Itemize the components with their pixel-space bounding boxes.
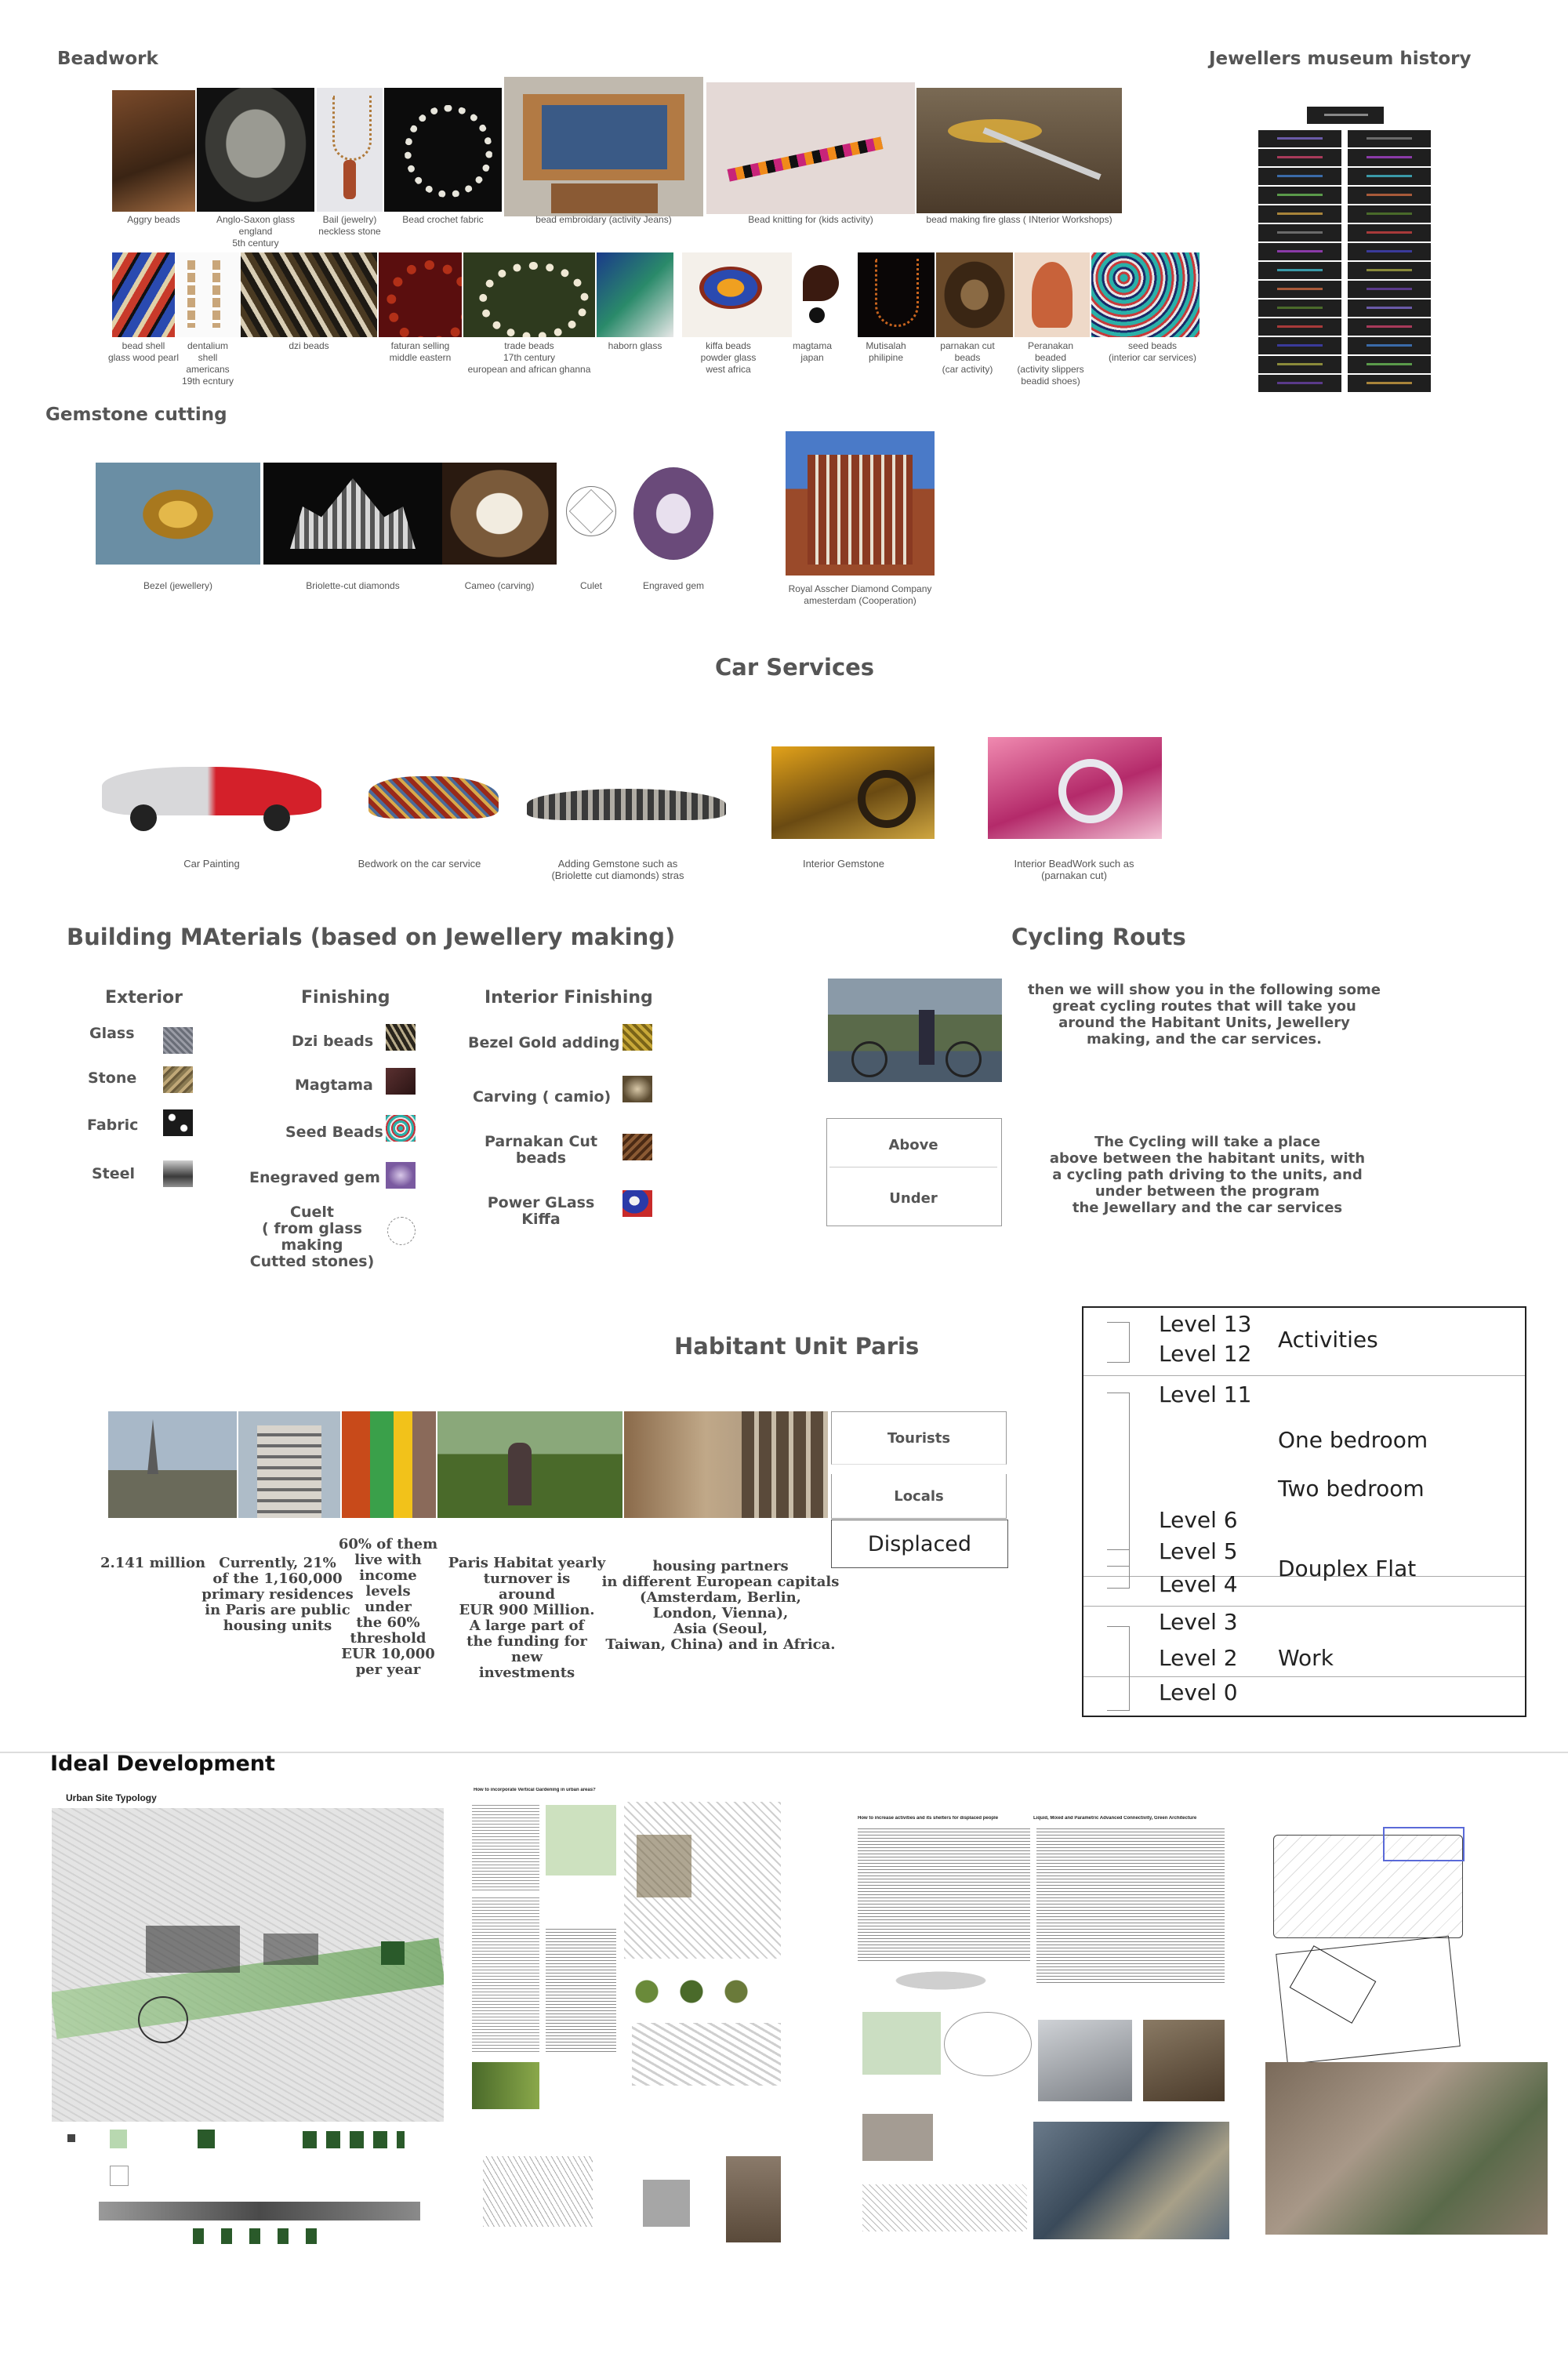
material-label: Bezel Gold adding xyxy=(468,1034,620,1051)
history-cell xyxy=(1348,224,1431,241)
caption: dzi beads xyxy=(289,340,329,351)
peranakan-shoes-photo xyxy=(1014,252,1090,337)
caption: Bead knitting for (kids activity) xyxy=(748,214,873,225)
history-cell xyxy=(1258,168,1341,185)
street-buildings-photo xyxy=(624,1411,828,1518)
level-use: One bedroom xyxy=(1278,1427,1428,1453)
asscher-building-photo xyxy=(786,431,935,576)
interior-gemstone-photo xyxy=(771,746,935,839)
displaced-shelters-sheet xyxy=(853,1816,1231,2242)
bracket xyxy=(1107,1393,1130,1567)
aggry-beads-photo xyxy=(112,90,195,212)
material-label: Dzi beads xyxy=(292,1033,374,1050)
beaded-car-photo xyxy=(362,753,505,839)
level-label: Level 2 xyxy=(1159,1645,1238,1671)
history-row xyxy=(1258,130,1431,147)
caption: dentalium shell americans 19th ecntury xyxy=(181,340,234,387)
caption: seed beads (interior car services) xyxy=(1108,340,1197,363)
cycling-description: The Cycling will take a place above between the habitant units, with a cycling path driving to the units, and under between the program the Jewellary and the car services xyxy=(1049,1134,1366,1216)
tab-locals[interactable]: Locals xyxy=(831,1474,1007,1519)
beadwork-title: Beadwork xyxy=(57,49,158,69)
gemstone-title: Gemstone cutting xyxy=(45,405,227,425)
history-row xyxy=(1258,205,1431,223)
level-label: Level 3 xyxy=(1159,1609,1238,1635)
magtama-swatch xyxy=(386,1068,416,1095)
material-label: Parnakan Cut beads xyxy=(484,1133,598,1167)
parnakan-swatch xyxy=(622,1134,652,1160)
history-row xyxy=(1258,243,1431,260)
material-label: Fabric xyxy=(87,1117,139,1134)
caption: Anglo-Saxon glass england 5th century xyxy=(216,214,296,249)
sheet-title: Liquid, Mixed and Parametric Advanced Connectivity, Green Architecture xyxy=(1033,1816,1197,1821)
fabric-swatch xyxy=(163,1109,193,1136)
caption: Culet xyxy=(579,580,602,591)
caption: trade beads 17th century european and african ghanna xyxy=(467,340,591,375)
finishing-heading: Finishing xyxy=(301,988,390,1008)
history-row xyxy=(1258,224,1431,241)
level-label: Level 0 xyxy=(1159,1679,1238,1705)
caption: magtama japan xyxy=(792,340,833,363)
caption: kiffa beads powder glass west africa xyxy=(700,340,757,375)
history-row xyxy=(1258,356,1431,373)
bracket xyxy=(1107,1322,1130,1363)
level-label: Level 6 xyxy=(1159,1507,1238,1533)
interior-beadwork-photo xyxy=(988,737,1162,839)
housing-tower-photo xyxy=(238,1411,340,1518)
caption: bead shell glass wood pearl xyxy=(107,340,180,363)
history-cell xyxy=(1258,356,1341,373)
level-label: Level 11 xyxy=(1159,1382,1252,1407)
history-cell xyxy=(1258,187,1341,204)
caption: Aggry beads xyxy=(127,214,180,225)
carving-swatch xyxy=(622,1076,652,1102)
history-cell xyxy=(1348,205,1431,223)
caption: Bail (jewelry) neckless stone xyxy=(318,214,381,237)
exterior-heading: Exterior xyxy=(105,988,183,1008)
bracket xyxy=(1107,1549,1130,1589)
caption: bead embroidary (activity Jeans) xyxy=(535,214,672,225)
history-cell xyxy=(1258,281,1341,298)
level-use: Activities xyxy=(1278,1327,1378,1353)
history-cell xyxy=(1258,205,1341,223)
history-cell xyxy=(1348,130,1431,147)
level-use: Two bedroom xyxy=(1278,1476,1425,1501)
sheet-title: How to increase activities and its shelters for displaced people xyxy=(858,1816,999,1821)
steel-swatch xyxy=(163,1160,193,1187)
bezel-gold-swatch xyxy=(622,1024,652,1051)
history-cell xyxy=(1348,281,1431,298)
garden-people-photo xyxy=(437,1411,622,1518)
cycling-intro: then we will show you in the following some great cycling routes that will take you around the Habitant Units, Jewellery making, and the car services. xyxy=(1027,982,1381,1048)
partners-stat: housing partners in different European capitals (Amsterdam, Berlin, London, Vienna), Asia (Seoul, Taiwan, China) and in Africa. xyxy=(601,1558,840,1653)
urban-map xyxy=(52,1808,444,2122)
history-cell xyxy=(1348,300,1431,317)
history-cell xyxy=(1348,187,1431,204)
bail-necklace-photo xyxy=(317,88,383,212)
magatama-photo xyxy=(793,252,856,337)
history-cell xyxy=(1258,300,1341,317)
caption: Royal Asscher Diamond Company amesterdam (Cooperation) xyxy=(788,583,932,606)
cameo-photo xyxy=(442,463,557,565)
history-cell xyxy=(1348,375,1431,392)
material-label: Steel xyxy=(92,1165,136,1182)
embroidery-jeans-photo xyxy=(504,77,703,216)
history-cell xyxy=(1348,337,1431,354)
history-cell xyxy=(1348,149,1431,166)
haborn-glass-photo xyxy=(597,252,673,337)
history-cell xyxy=(1258,149,1341,166)
level-label: Level 5 xyxy=(1159,1538,1238,1564)
habitant-title: Habitant Unit Paris xyxy=(674,1333,920,1360)
caption: Bezel (jewellery) xyxy=(143,580,213,591)
history-cell xyxy=(1348,318,1431,336)
tab-displaced[interactable]: Displaced xyxy=(831,1520,1008,1568)
urban-site-typology-sheet xyxy=(52,1792,444,2247)
level-label: Level 4 xyxy=(1159,1571,1238,1597)
mutisalah-photo xyxy=(858,252,935,337)
museum-history-title: Jewellers museum history xyxy=(1209,49,1472,69)
history-cell xyxy=(1348,262,1431,279)
material-label: Carving ( camio) xyxy=(473,1088,612,1106)
gem-car-photo xyxy=(524,776,729,830)
glass-swatch xyxy=(163,1027,193,1054)
caption: haborn glass xyxy=(608,340,662,351)
car-painting-photo xyxy=(91,737,334,833)
level-use: Work xyxy=(1278,1645,1334,1671)
materials-title: Building MAterials (based on Jewellery making) xyxy=(67,924,676,950)
caption: Briolette-cut diamonds xyxy=(306,580,400,591)
caption: Car Painting xyxy=(183,858,240,870)
caption: faturan selling middle eastern xyxy=(389,340,452,363)
dentalium-photo xyxy=(176,252,239,337)
caption: Bead crochet fabric xyxy=(402,214,484,225)
kiffa-swatch xyxy=(622,1190,652,1217)
population-stat: 2.141 million xyxy=(100,1555,206,1571)
bracket xyxy=(1107,1626,1130,1711)
history-cell xyxy=(1258,130,1341,147)
parnakan-photo xyxy=(936,252,1013,337)
seed-beads-photo xyxy=(1091,252,1200,337)
seed-beads-swatch xyxy=(386,1115,416,1142)
caption: Peranakan beaded (activity slippers beadid shoes) xyxy=(1017,340,1084,387)
colorful-facade-photo xyxy=(342,1411,436,1518)
under-option[interactable]: Under xyxy=(829,1176,997,1220)
history-cell xyxy=(1258,318,1341,336)
material-label: Stone xyxy=(88,1069,137,1087)
public-housing-stat: Currently, 21% of the 1,160,000 primary residences in Paris are public housing units xyxy=(201,1555,354,1634)
sketches-sheet xyxy=(1265,1827,1548,2235)
cycling-photo xyxy=(828,979,1002,1082)
ideal-development-title: Ideal Development xyxy=(50,1752,275,1776)
material-label: Magtama xyxy=(295,1077,373,1094)
tiara-photo xyxy=(263,463,442,565)
history-row xyxy=(1258,281,1431,298)
crochet-necklace-photo xyxy=(384,88,502,212)
level-label: Level 12 xyxy=(1159,1341,1252,1367)
map-title: Urban Site Typology xyxy=(66,1792,157,1803)
history-row xyxy=(1258,300,1431,317)
history-row xyxy=(1258,187,1431,204)
history-row xyxy=(1258,375,1431,392)
history-row xyxy=(1258,149,1431,166)
sheet-title: How to incorporate Vertical Gardening in urban areas? xyxy=(474,1788,596,1792)
history-cell xyxy=(1258,262,1341,279)
engraved-gem-photo xyxy=(627,463,720,565)
kiffa-beads-photo xyxy=(682,252,792,337)
caption: Adding Gemstone such as (Briolette cut diamonds) stras xyxy=(551,858,684,881)
caption: Interior BeadWork such as (parnakan cut) xyxy=(1014,858,1134,881)
legend-row xyxy=(52,2130,420,2247)
bead-knitting-photo xyxy=(706,82,915,214)
stone-swatch xyxy=(163,1066,193,1093)
interior-finishing-heading: Interior Finishing xyxy=(485,988,653,1008)
bead-shell-photo xyxy=(112,252,175,337)
culet-swatch xyxy=(387,1217,416,1245)
history-cell xyxy=(1348,356,1431,373)
income-stat: 60% of them live with income levels under the 60% threshold EUR 10,000 per year xyxy=(338,1536,438,1678)
vertical-gardening-sheet xyxy=(467,1788,784,2252)
dzi-beads-photo xyxy=(241,252,377,337)
museum-history-chart xyxy=(1258,107,1436,397)
history-cell xyxy=(1258,243,1341,260)
material-label: Enegraved gem xyxy=(249,1169,380,1186)
car-services-title: Car Services xyxy=(715,654,875,681)
trade-beads-photo xyxy=(463,252,595,337)
material-label: Power GLass Kiffa xyxy=(487,1194,595,1228)
history-cell xyxy=(1258,375,1341,392)
history-cell xyxy=(1348,243,1431,260)
material-label: Glass xyxy=(89,1025,135,1042)
caption: Bedwork on the car service xyxy=(358,858,481,870)
history-cell xyxy=(1258,337,1341,354)
tab-tourists[interactable]: Tourists xyxy=(831,1411,1007,1465)
history-row xyxy=(1258,262,1431,279)
caption: bead making fire glass ( INterior Workshops) xyxy=(926,214,1112,225)
engraved-gem-swatch xyxy=(386,1162,416,1189)
caption: Interior Gemstone xyxy=(802,858,885,870)
above-option[interactable]: Above xyxy=(829,1123,997,1167)
history-row xyxy=(1258,337,1431,354)
history-cell xyxy=(1348,168,1431,185)
caption: Mutisalah philipine xyxy=(866,340,906,363)
cycling-title: Cycling Routs xyxy=(1011,924,1186,950)
caption: Engraved gem xyxy=(642,580,705,591)
faturan-photo xyxy=(379,252,462,337)
fire-glass-photo xyxy=(916,88,1122,213)
bezel-ring-photo xyxy=(96,463,260,565)
history-row xyxy=(1258,318,1431,336)
caption: parnakan cut beads (car activity) xyxy=(940,340,995,375)
material-label: Seed Beads xyxy=(285,1124,383,1141)
turnover-stat: Paris Habitat yearly turnover is around EUR 900 Million. A large part of the funding for new investments xyxy=(448,1555,606,1681)
history-cell xyxy=(1258,224,1341,241)
dzi-swatch xyxy=(386,1024,416,1051)
paris-skyline-photo xyxy=(108,1411,237,1518)
anglo-saxon-helmet-photo xyxy=(197,88,314,212)
culet-diagram xyxy=(558,463,624,565)
caption: Cameo (carving) xyxy=(464,580,535,591)
level-label: Level 13 xyxy=(1159,1311,1252,1337)
history-row xyxy=(1258,168,1431,185)
level-use: Douplex Flat xyxy=(1278,1556,1417,1581)
material-label: Cuelt ( from glass making Cutted stones) xyxy=(249,1204,375,1270)
